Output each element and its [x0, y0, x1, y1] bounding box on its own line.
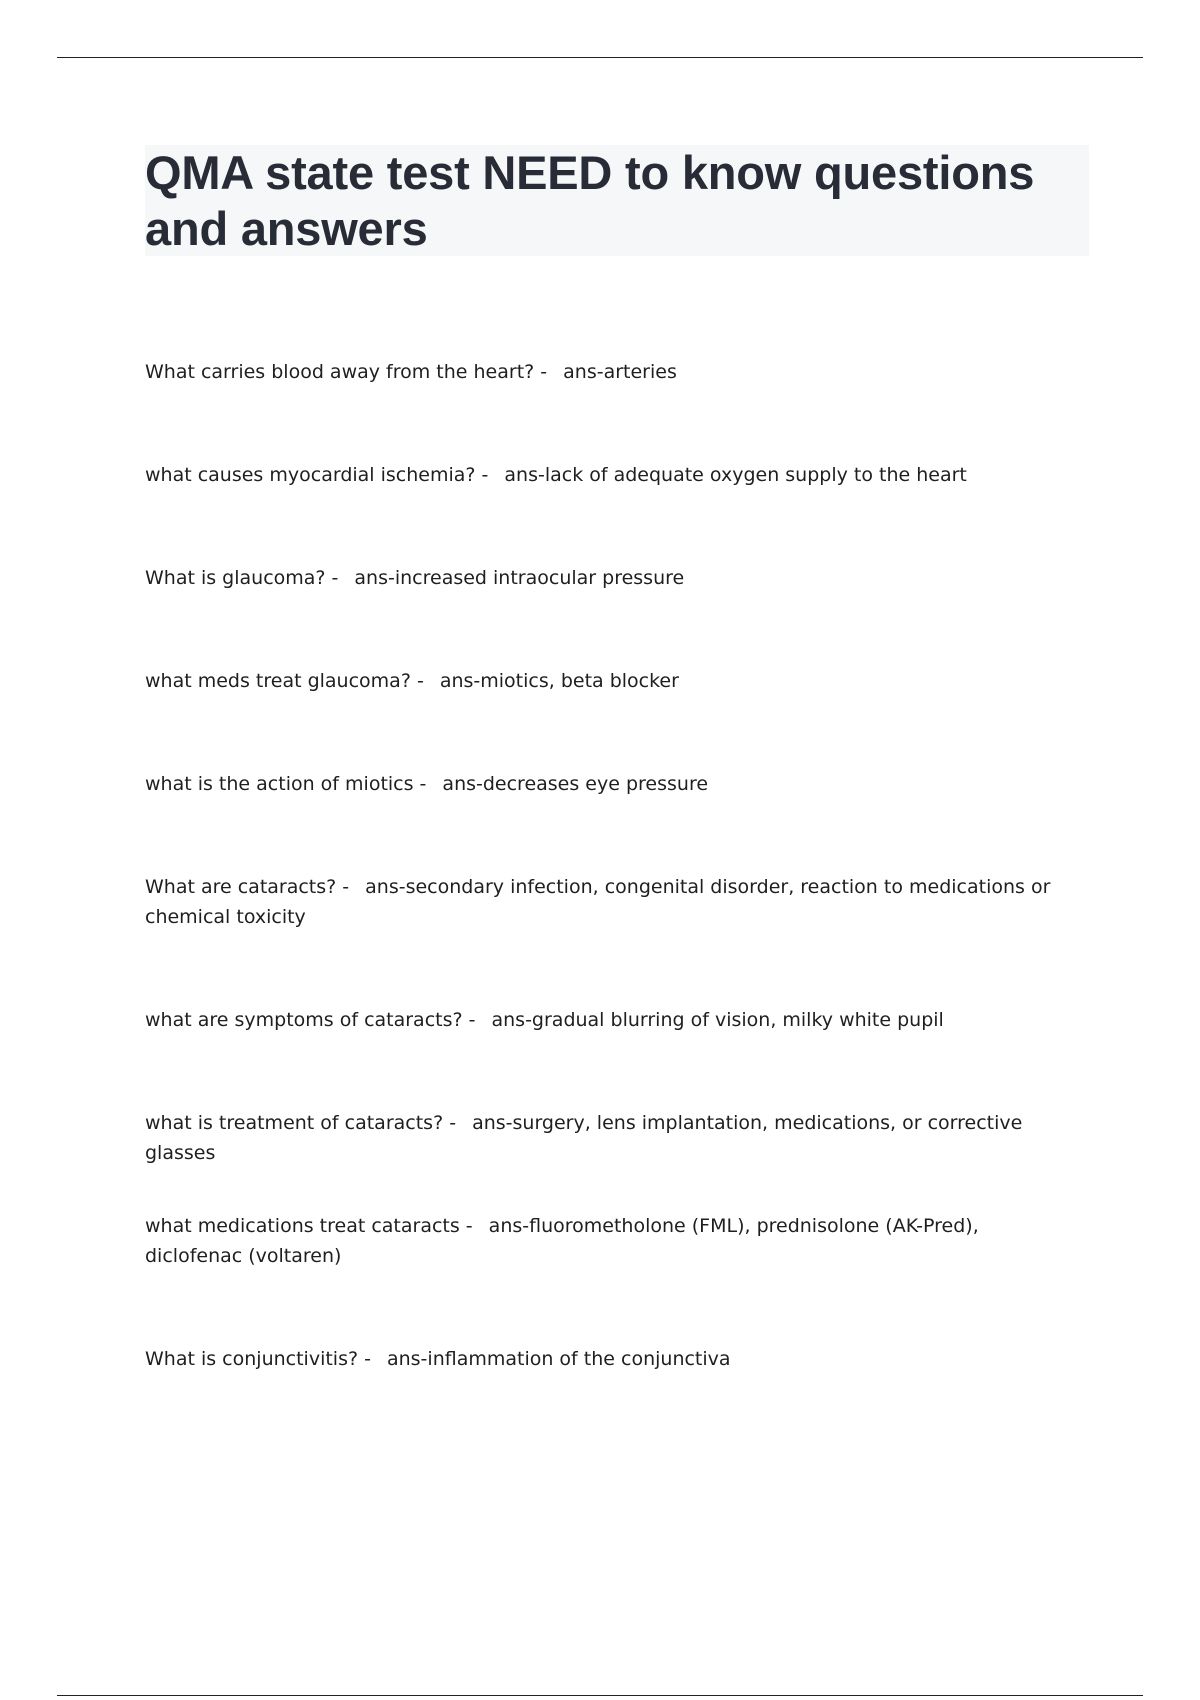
answer-text: ans-fluorometholone (FML), prednisolone (AK-Pred), diclofenac (voltaren) [145, 1215, 979, 1267]
question-text: What carries blood away from the heart? - [145, 361, 548, 383]
bottom-rule [57, 1695, 1143, 1696]
question-text: What is conjunctivitis? - [145, 1348, 371, 1370]
document-title: QMA state test NEED to know questions and answers [145, 146, 1035, 255]
qa-item [145, 460, 1065, 490]
qa-item [145, 1344, 1065, 1374]
qa-item [145, 563, 1065, 593]
answer-text: ans-lack of adequate oxygen supply to the heart [504, 464, 967, 486]
answer-text: ans-miotics, beta blocker [439, 670, 679, 692]
qa-item [145, 872, 1065, 932]
answer-text: ans-secondary infection, congenital disorder, reaction to medications or chemical toxicity [145, 876, 1051, 928]
question-text: what medications treat cataracts - [145, 1215, 473, 1237]
qa-item [145, 769, 1065, 799]
question-text: what is treatment of cataracts? - [145, 1112, 457, 1134]
answer-text: ans-decreases eye pressure [442, 773, 709, 795]
qa-item [145, 666, 1065, 696]
question-text: what meds treat glaucoma? - [145, 670, 424, 692]
answer-text: ans-increased intraocular pressure [354, 567, 685, 589]
answer-text: ans-inflammation of the conjunctiva [386, 1348, 731, 1370]
answer-text: ans-gradual blurring of vision, milky white pupil [491, 1009, 944, 1031]
question-text: What are cataracts? - [145, 876, 350, 898]
answer-text: ans-arteries [563, 361, 677, 383]
qa-item [145, 1211, 1065, 1271]
question-text: what causes myocardial ischemia? - [145, 464, 489, 486]
answer-text: ans-surgery, lens implantation, medications, or corrective glasses [145, 1112, 1023, 1164]
qa-item [145, 1005, 1065, 1035]
question-text: What is glaucoma? - [145, 567, 339, 589]
top-rule [57, 57, 1143, 58]
question-text: what is the action of miotics - [145, 773, 427, 795]
qa-item [145, 1108, 1065, 1168]
question-text: what are symptoms of cataracts? - [145, 1009, 476, 1031]
title-block [145, 145, 1089, 256]
qa-item [145, 357, 1065, 387]
